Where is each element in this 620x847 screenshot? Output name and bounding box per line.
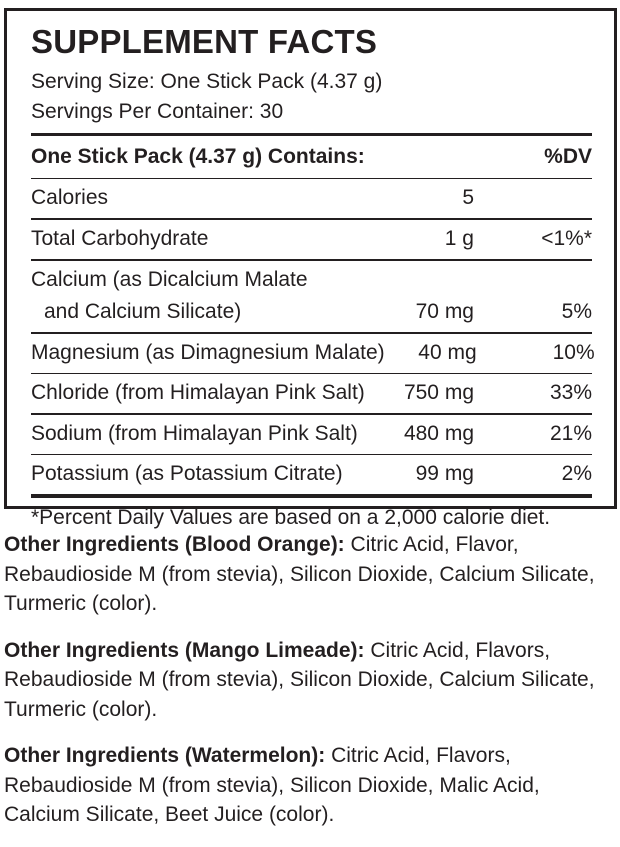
header-dv-label: %DV (544, 144, 592, 168)
nutrient-row-calcium (31, 261, 592, 332)
ingredients-label: Other Ingredients (Blood Orange): (4, 533, 345, 556)
other-ingredients-mango-limeade (4, 636, 617, 725)
table-header-row (31, 136, 592, 178)
nutrient-amount: 40 mg (418, 340, 477, 364)
nutrient-row-chloride (31, 374, 592, 413)
serving-size: Serving Size: One Stick Pack (4.37 g) (31, 70, 383, 93)
nutrient-name (31, 267, 382, 324)
nutrient-dv: 10% (552, 340, 595, 364)
other-ingredients-section (4, 530, 617, 847)
nutrient-name-line1: Calcium (as Dicalcium Malate (31, 268, 308, 291)
nutrient-amount: 1 g (444, 226, 474, 250)
nutrient-row-calories (31, 179, 592, 218)
supplement-facts-panel (4, 8, 617, 529)
ingredients-text: Citric Acid, Flavors, Rebaudioside M (from stevia), Silicon Dioxide, Malic Acid, Calcium Silicate, Beet Juice (color). (4, 744, 540, 826)
nutrient-name-line2: and Calcium Silicate) (44, 300, 242, 323)
panel-title: SUPPLEMENT FACTS (31, 23, 378, 60)
nutrient-name: Calories (31, 186, 109, 209)
nutrient-row-sodium (31, 415, 592, 454)
nutrient-dv: 21% (549, 421, 592, 445)
ingredients-label: Other Ingredients (Mango Limeade): (4, 638, 365, 662)
nutrient-dv: 5% (561, 300, 592, 323)
other-ingredients-blood-orange (4, 530, 617, 619)
nutrient-amount: 70 mg (415, 300, 474, 323)
ingredients-text: Citric Acid, Flavor, Rebaudioside M (from stevia), Silicon Dioxide, Calcium Silicate, Turmeric (color). (4, 533, 595, 615)
nutrient-name: Chloride (from Himalayan Pink Salt) (31, 381, 365, 404)
ingredients-label: Other Ingredients (Watermelon): (4, 744, 326, 767)
nutrient-name: Potassium (as Potassium Citrate) (31, 462, 343, 485)
nutrient-amount: 750 mg (403, 381, 474, 404)
servings-per-container: Servings Per Container: 30 (31, 100, 284, 123)
other-ingredients-watermelon (4, 741, 617, 830)
nutrient-row-magnesium (31, 334, 595, 373)
nutrient-dv: 33% (549, 381, 592, 404)
ingredients-text: Citric Acid, Flavors, Rebaudioside M (from stevia), Silicon Dioxide, Calcium Silicate, Turmeric (color). (4, 638, 595, 721)
nutrient-amount: 99 mg (415, 462, 474, 485)
nutrient-dv: <1%* (541, 226, 592, 250)
nutrient-row-potassium (31, 455, 592, 494)
nutrient-row-total-carbohydrate (31, 220, 592, 259)
nutrient-amount: 5 (462, 186, 474, 209)
daily-value-footnote: *Percent Daily Values are based on a 2,000 calorie diet. (31, 505, 551, 529)
nutrient-amount: 480 mg (403, 421, 474, 445)
nutrient-name: Sodium (from Himalayan Pink Salt) (31, 421, 358, 445)
header-contains-label: One Stick Pack (4.37 g) Contains: (31, 144, 365, 168)
nutrient-dv: 2% (561, 462, 592, 485)
nutrient-name: Magnesium (as Dimagnesium Malate) (31, 340, 385, 364)
nutrient-name: Total Carbohydrate (31, 226, 209, 250)
